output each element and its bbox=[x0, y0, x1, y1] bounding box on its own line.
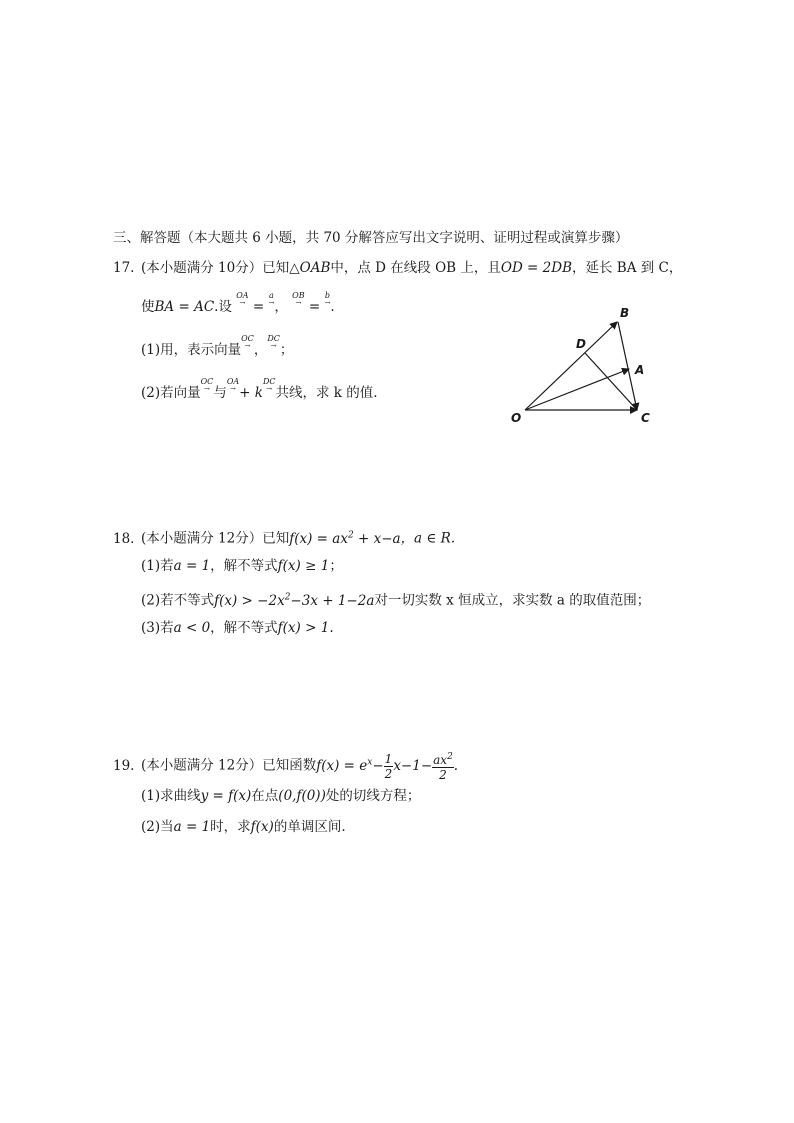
vector-oa-2: OA → bbox=[226, 377, 240, 393]
q19-p2-cond: a = 1 bbox=[173, 819, 211, 835]
q17-part1-text: (1)用，表示向量 bbox=[141, 342, 242, 358]
label-c: C bbox=[641, 411, 650, 425]
fraction-ax2-over-2: $\frac{ax^2}{2}$ bbox=[433, 752, 453, 782]
vector-dc: DC → bbox=[267, 334, 280, 350]
q18-p1-cond: a = 1 bbox=[173, 558, 211, 574]
q19-part1: (1)求曲线y = f(x)在点(0,f(0))处的切线方程； bbox=[141, 788, 421, 804]
q17-intro-c: ，延长 BA 到 C， bbox=[572, 260, 683, 276]
plus-k: + k bbox=[239, 385, 263, 401]
q18-part2: (2)若不等式$f(x) > -2x^2-3x + 1-2a$对一切实数 x 恒成立，求实数 a 的取值范围； bbox=[141, 592, 651, 609]
q18-p3-ineq: f(x) > 1 bbox=[277, 620, 330, 636]
vector-dc-2: DC → bbox=[262, 377, 276, 393]
vector-oc: OC → bbox=[241, 334, 254, 350]
q17-intro: (本小题满分 10分）已知 bbox=[141, 260, 290, 276]
eq-sign: = bbox=[252, 299, 265, 315]
q17-line2: 使BA = AC.设 OA → = a → ， OB → = b → . bbox=[141, 291, 335, 315]
label-b: B bbox=[620, 306, 630, 320]
triangle-name: OAB bbox=[299, 260, 331, 276]
triangle-symbol: △ bbox=[289, 260, 300, 276]
q19-point: (0,f(0)) bbox=[278, 788, 326, 804]
q18-func: $f(x) = ax^2 + x-a$ bbox=[289, 530, 401, 547]
q18-intro: (本小题满分 12分）已知 bbox=[141, 530, 290, 547]
fraction-half: $\frac{1}{2}$ bbox=[384, 751, 393, 781]
q18-domain: ，a ∈ R. bbox=[400, 530, 456, 547]
q18-p2-ineq: $f(x) > -2x^2-3x + 1-2a$ bbox=[214, 592, 375, 609]
q19-line1 bbox=[113, 746, 458, 782]
q19-intro: (本小题满分 12分）已知函数 bbox=[141, 757, 317, 774]
vector-a: a → bbox=[268, 291, 275, 307]
q19-curve: y = f(x) bbox=[200, 788, 252, 804]
q17-part2-text: (2)若向量 bbox=[141, 385, 201, 401]
q19-number: 19. bbox=[113, 757, 135, 774]
q19-func: $f(x) = e^x-$ $\frac{1}{2}$ x−1− $\frac{ax^2}{2}$ . bbox=[316, 751, 459, 782]
q17-number: 17. bbox=[113, 260, 135, 276]
q17-line1 bbox=[113, 258, 682, 278]
q17-cond2: BA = AC bbox=[154, 299, 215, 315]
q18-line1 bbox=[113, 525, 455, 549]
label-a: A bbox=[635, 363, 645, 377]
q18-part3: (3)若a < 0，解不等式f(x) > 1. bbox=[141, 620, 334, 636]
q18-part1: (1)若a = 1，解不等式f(x) ≥ 1； bbox=[141, 558, 343, 574]
q17-intro-b: 中，点 D 在线段 OB 上，且 bbox=[330, 260, 501, 276]
segment-oa bbox=[525, 369, 629, 410]
q19-p2-func: f(x) bbox=[250, 819, 274, 835]
q17-set: .设 bbox=[214, 299, 232, 315]
q19-part2: (2)当a = 1时，求f(x)的单调区间. bbox=[141, 819, 346, 835]
q17-line2-prefix: 使 bbox=[141, 299, 155, 315]
q18-p2-text: 对一切实数 x 恒成立，求实数 a 的取值范围； bbox=[374, 592, 651, 609]
q17-part2-end: 共线，求 k 的值. bbox=[275, 385, 378, 401]
vector-ob: OB → bbox=[292, 291, 305, 307]
q17-part1: (1)用，表示向量OC → ，DC → ； bbox=[141, 334, 294, 358]
segment-ob bbox=[525, 322, 617, 410]
q17-cond1: OD = 2DB bbox=[500, 260, 572, 276]
q18-p3-cond: a < 0 bbox=[173, 620, 211, 636]
segment-dc bbox=[585, 353, 637, 410]
section-heading: 三、解答题（本大题共 6 小题，共 70 分解答应写出文字说明、证明过程或演算步骤） bbox=[113, 230, 629, 246]
vector-b: b → bbox=[324, 291, 331, 307]
eq-sign: = bbox=[308, 299, 321, 315]
q17-part2: (2)若向量OC → 与OA → + kDC → 共线，求 k 的值. bbox=[141, 377, 378, 401]
label-o: O bbox=[511, 411, 522, 425]
vector-oa: OA → bbox=[236, 291, 249, 307]
q18-number: 18. bbox=[113, 530, 135, 547]
vector-oc-2: OC → bbox=[200, 377, 214, 393]
triangle-figure bbox=[505, 300, 665, 430]
q18-p1-ineq: f(x) ≥ 1 bbox=[277, 558, 330, 574]
label-d: D bbox=[576, 337, 586, 351]
